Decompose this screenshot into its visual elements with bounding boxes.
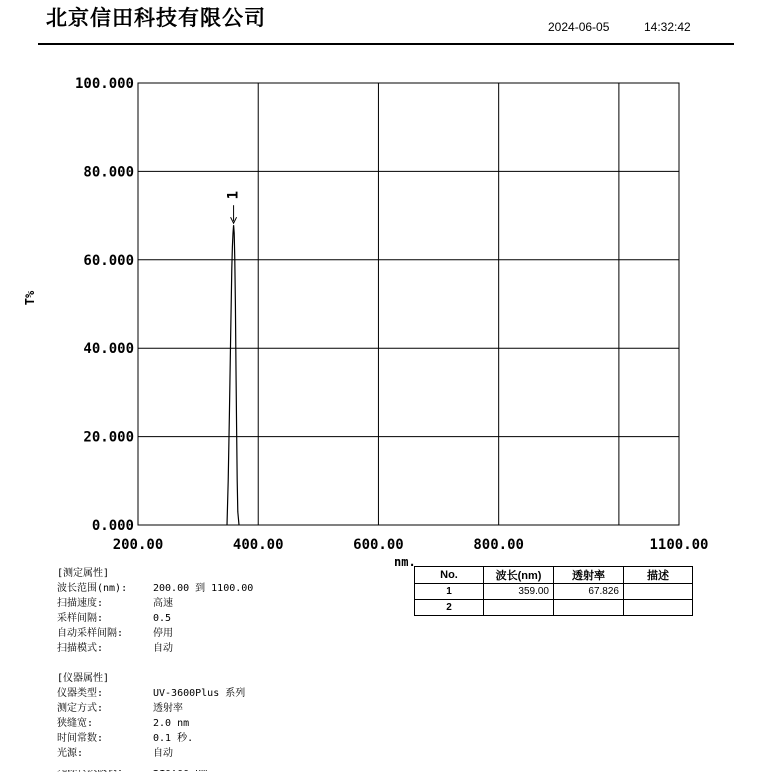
peak-marker-label: 1 bbox=[225, 190, 242, 200]
col-description: 描述 bbox=[624, 567, 693, 584]
prop-row bbox=[57, 596, 253, 611]
company-name: 北京信田科技有限公司 bbox=[46, 6, 266, 30]
measure-properties-title: [测定属性] bbox=[57, 568, 110, 579]
prop-row bbox=[57, 686, 245, 701]
prop-row bbox=[57, 611, 253, 626]
y-tick-label: 100.000 bbox=[74, 76, 134, 92]
col-transmittance: 透射率 bbox=[554, 567, 624, 584]
print-date: 2024-06-05 bbox=[548, 20, 610, 34]
x-tick-label: 1100.00 bbox=[649, 537, 709, 553]
prop-value: 停用 bbox=[153, 628, 173, 639]
prop-key: 扫描速度: bbox=[57, 598, 104, 609]
prop-value: 透射率 bbox=[153, 703, 183, 714]
col-wavelength: 波长(nm) bbox=[484, 567, 554, 584]
prop-row bbox=[57, 701, 245, 716]
prop-row bbox=[57, 626, 253, 641]
prop-value: UV-3600Plus 系列 bbox=[153, 688, 246, 699]
prop-key: 测定方式: bbox=[57, 703, 104, 714]
table-row bbox=[415, 600, 693, 616]
prop-row bbox=[57, 746, 245, 761]
y-tick-labels bbox=[75, 76, 134, 534]
cell-wavelength bbox=[484, 600, 554, 616]
prop-value: 自动 bbox=[153, 748, 173, 759]
y-tick-label: 40.000 bbox=[83, 341, 134, 358]
measure-properties bbox=[57, 566, 253, 656]
prop-row bbox=[57, 731, 245, 746]
table-row bbox=[415, 584, 693, 600]
spectrum-line bbox=[227, 225, 239, 525]
prop-value: 高速 bbox=[153, 598, 173, 609]
cell-transmittance bbox=[554, 600, 624, 616]
x-tick-label: 800.00 bbox=[473, 537, 524, 553]
print-time: 14:32:42 bbox=[644, 20, 691, 34]
prop-row bbox=[57, 641, 253, 656]
cell-wavelength: 359.00 bbox=[484, 584, 554, 600]
prop-key: 自动采样间隔: bbox=[57, 628, 124, 639]
peak-annotations bbox=[226, 191, 242, 223]
x-tick-label: 600.00 bbox=[353, 537, 404, 553]
prop-key: 波长范围(nm): bbox=[57, 583, 128, 594]
prop-key: 采样间隔: bbox=[57, 613, 104, 624]
y-tick-label: 60.000 bbox=[83, 252, 134, 269]
x-tick-labels bbox=[113, 537, 709, 553]
col-no: No. bbox=[415, 567, 484, 584]
prop-value: 自动 bbox=[153, 643, 173, 654]
prop-key: 仪器类型: bbox=[57, 688, 104, 699]
prop-row bbox=[57, 716, 245, 731]
prop-key: 狭缝宽: bbox=[57, 718, 94, 729]
x-tick-label: 400.00 bbox=[232, 537, 284, 553]
spectrum-series bbox=[227, 225, 239, 525]
cell-no: 2 bbox=[415, 600, 484, 616]
prop-value: 200.00 到 1100.00 bbox=[153, 583, 254, 594]
prop-value: 0.1 秒. bbox=[153, 733, 194, 744]
prop-value: 0.5 bbox=[153, 613, 172, 624]
peak-table-header bbox=[415, 567, 693, 584]
prop-key: 扫描模式: bbox=[57, 643, 104, 654]
chart-grid bbox=[138, 83, 679, 525]
cell-transmittance: 67.826 bbox=[554, 584, 624, 600]
x-tick-label: 200.00 bbox=[112, 537, 164, 553]
instrument-properties-title: [仪器属性] bbox=[57, 673, 110, 684]
prop-row bbox=[57, 581, 253, 596]
cell-description bbox=[624, 584, 693, 600]
y-tick-label: 0.000 bbox=[91, 518, 134, 534]
cell-no: 1 bbox=[415, 584, 484, 600]
page-cutoff bbox=[0, 760, 770, 770]
prop-key: 时间常数: bbox=[57, 733, 104, 744]
y-axis-label: T% bbox=[23, 290, 37, 306]
y-tick-label: 80.000 bbox=[83, 164, 134, 181]
y-tick-label: 20.000 bbox=[83, 429, 134, 446]
peak-table bbox=[414, 566, 693, 616]
plot-frame bbox=[138, 83, 679, 525]
prop-key: 光源: bbox=[57, 748, 84, 759]
prop-value: 2.0 nm bbox=[153, 718, 190, 729]
cell-description bbox=[624, 600, 693, 616]
x-axis-label: nm. bbox=[394, 555, 416, 569]
